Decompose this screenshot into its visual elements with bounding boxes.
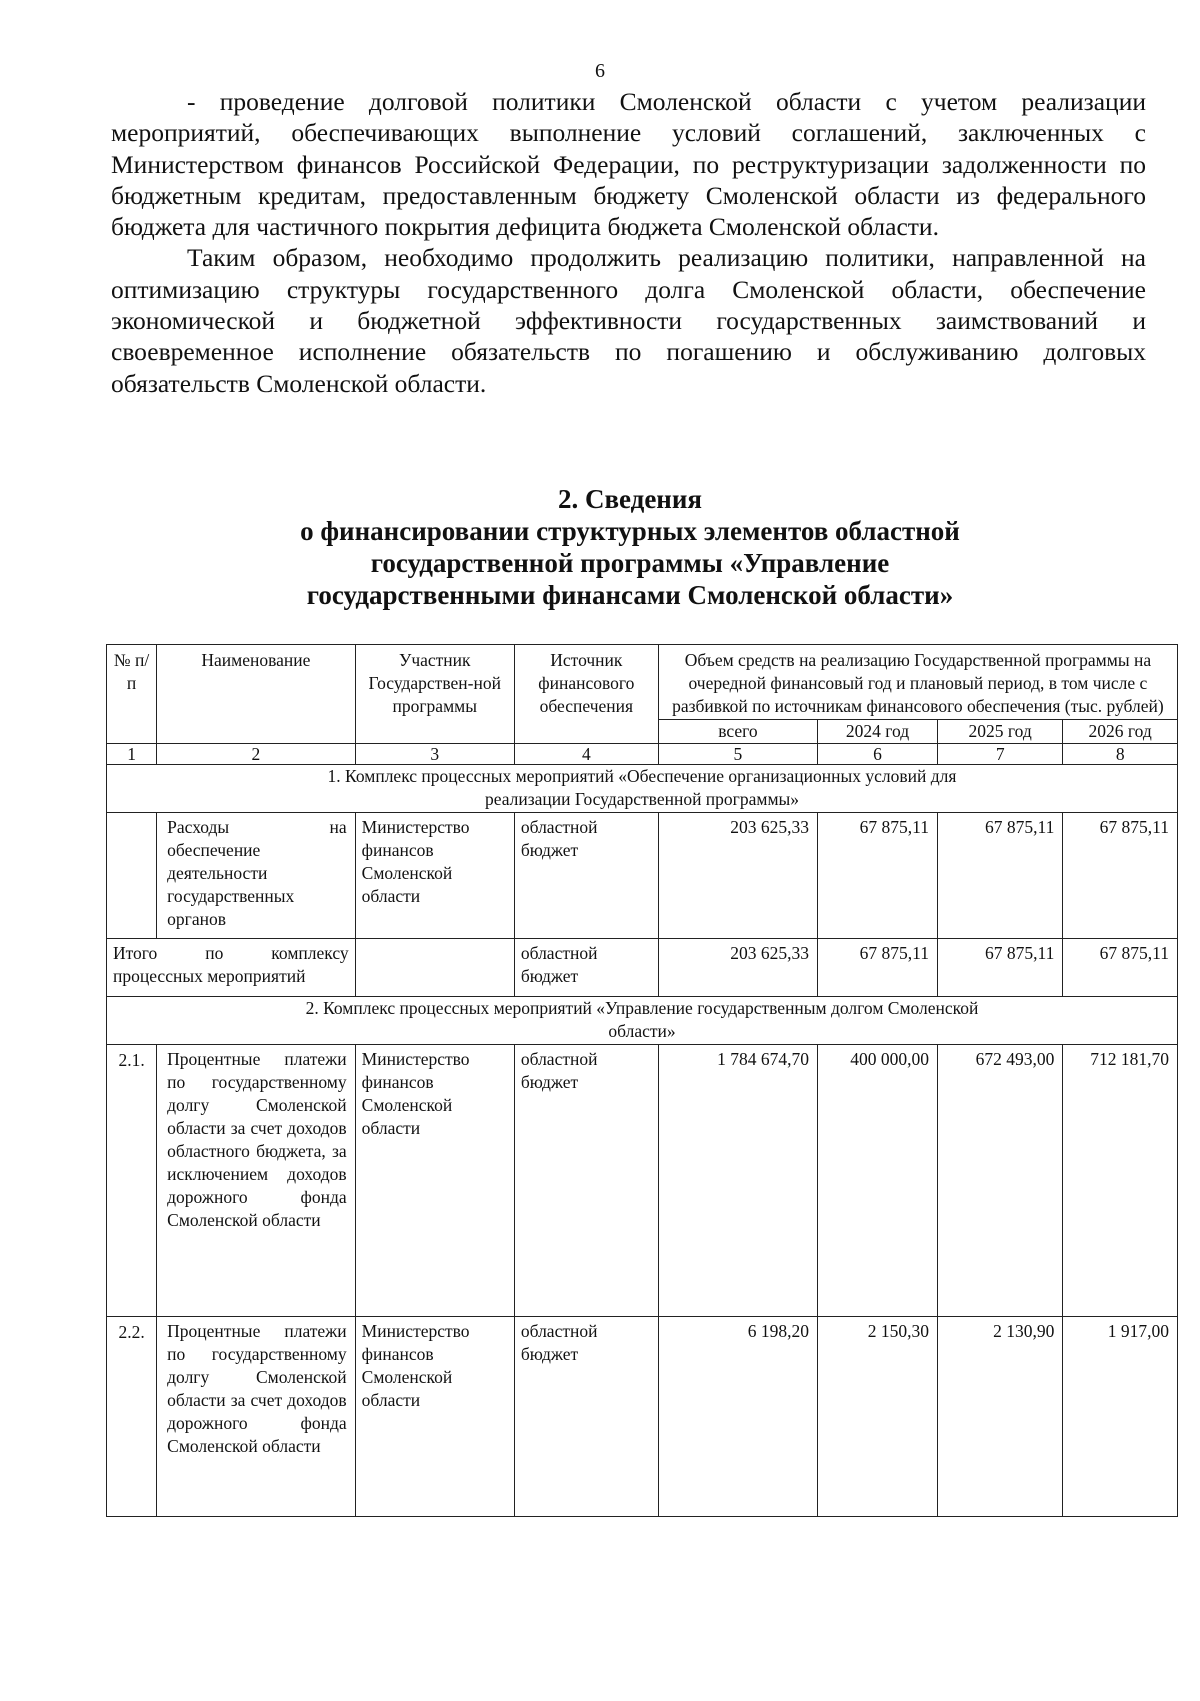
- subtotal-2025: 67 875,11: [937, 939, 1062, 997]
- row-participant: Министерство финансов Смоленской области: [355, 1317, 514, 1517]
- group-1-title-text: 1. Комплекс процессных мероприятий «Обеспечение организационных условий для реализации Государственной программы»: [327, 766, 957, 809]
- row-name: Процентные платежи по государственному долгу Смоленской области за счет доходов областного бюджета, за исключением доходов дорожного фонда Смоленской области: [157, 1045, 355, 1317]
- group-1-title-row: [107, 765, 1178, 813]
- section-title: [0, 483, 1200, 611]
- row-participant: Министерство финансов Смоленской области: [355, 1045, 514, 1317]
- column-number: 8: [1063, 744, 1178, 765]
- header-2025: 2025 год: [937, 720, 1062, 744]
- row-num: 2.1.: [107, 1045, 157, 1317]
- table-header-row: [107, 645, 1178, 720]
- subtotal-2024: 67 875,11: [818, 939, 938, 997]
- column-number: 5: [658, 744, 817, 765]
- subtotal-source: областной бюджет: [514, 939, 658, 997]
- section-title-line-2: о финансировании структурных элементов областной: [300, 516, 960, 546]
- header-name: Наименование: [157, 645, 355, 744]
- header-num: № п/п: [107, 645, 157, 744]
- row-source: областной бюджет: [514, 1317, 658, 1517]
- table-row: [107, 813, 1178, 939]
- column-number: 2: [157, 744, 355, 765]
- row-2024: 2 150,30: [818, 1317, 938, 1517]
- row-2024: 400 000,00: [818, 1045, 938, 1317]
- group-1-title: [107, 765, 1178, 813]
- row-2026: 67 875,11: [1063, 813, 1178, 939]
- row-2024: 67 875,11: [818, 813, 938, 939]
- header-2026: 2026 год: [1063, 720, 1178, 744]
- section-title-line-1: 2. Сведения: [557, 484, 703, 514]
- column-number: 4: [514, 744, 658, 765]
- table-row: [107, 1317, 1178, 1517]
- subtotal-2026: 67 875,11: [1063, 939, 1178, 997]
- row-num: [107, 813, 157, 939]
- row-2026: 712 181,70: [1063, 1045, 1178, 1317]
- group-2-title-text: 2. Комплекс процессных мероприятий «Управление государственным долгом Смоленской области»: [305, 998, 979, 1041]
- subtotal-row: [107, 939, 1178, 997]
- header-total: всего: [658, 720, 817, 744]
- row-2026: 1 917,00: [1063, 1317, 1178, 1517]
- row-2025: 67 875,11: [937, 813, 1062, 939]
- header-participant: Участник Государствен-ной программы: [355, 645, 514, 744]
- row-source: областной бюджет: [514, 1045, 658, 1317]
- column-number: 7: [937, 744, 1062, 765]
- header-volume: Объем средств на реализацию Государственной программы на очередной финансовый год и плановый период, в том числе с разбивкой по источникам финансового обеспечения (тыс. рублей): [658, 645, 1177, 720]
- subtotal-label: Итого по комплексу процессных мероприятий: [107, 939, 356, 997]
- header-source: Источник финансового обеспечения: [514, 645, 658, 744]
- row-2025: 2 130,90: [937, 1317, 1062, 1517]
- column-number: 6: [818, 744, 938, 765]
- column-number-row: [107, 744, 1178, 765]
- paragraph-conclusion: Таким образом, необходимо продолжить реализацию политики, направленной на оптимизацию структуры государственного долга Смоленской области, обеспечение экономической и бюджетной эффективности государственных заимствований и своевременное исполнение обязательств по погашению и обслуживанию долговых обязательств Смоленской области.: [111, 243, 1146, 398]
- subtotal-participant: [355, 939, 514, 997]
- row-total: 1 784 674,70: [658, 1045, 817, 1317]
- section-title-line-3: государственной программы «Управление: [370, 548, 890, 578]
- table-row: [107, 1045, 1178, 1317]
- row-source: областной бюджет: [514, 813, 658, 939]
- body-text: [111, 86, 1146, 399]
- group-2-title-row: [107, 997, 1178, 1045]
- paragraph-debt-policy: - проведение долговой политики Смоленской области с учетом реализации мероприятий, обеспечивающих выполнение условий соглашений, заключенных с Министерством финансов Российской Федерации, по реструктуризации задолженности по бюджетным кредитам, предоставленным бюджету Смоленской области из федерального бюджета для частичного покрытия дефицита бюджета Смоленской области.: [111, 87, 1146, 242]
- financing-table: [106, 644, 1178, 1517]
- row-2025: 672 493,00: [937, 1045, 1062, 1317]
- group-2-title: [107, 997, 1178, 1045]
- section-title-line-4: государственными финансами Смоленской области»: [306, 580, 954, 610]
- header-2024: 2024 год: [818, 720, 938, 744]
- page-number: 6: [595, 60, 605, 82]
- subtotal-total: 203 625,33: [658, 939, 817, 997]
- row-participant: Министерство финансов Смоленской области: [355, 813, 514, 939]
- row-name: Расходы на обеспечение деятельности государственных органов: [157, 813, 355, 939]
- column-number: 3: [355, 744, 514, 765]
- row-name: Процентные платежи по государственному долгу Смоленской области за счет доходов дорожного фонда Смоленской области: [157, 1317, 355, 1517]
- row-total: 203 625,33: [658, 813, 817, 939]
- row-num: 2.2.: [107, 1317, 157, 1517]
- column-number: 1: [107, 744, 157, 765]
- row-total: 6 198,20: [658, 1317, 817, 1517]
